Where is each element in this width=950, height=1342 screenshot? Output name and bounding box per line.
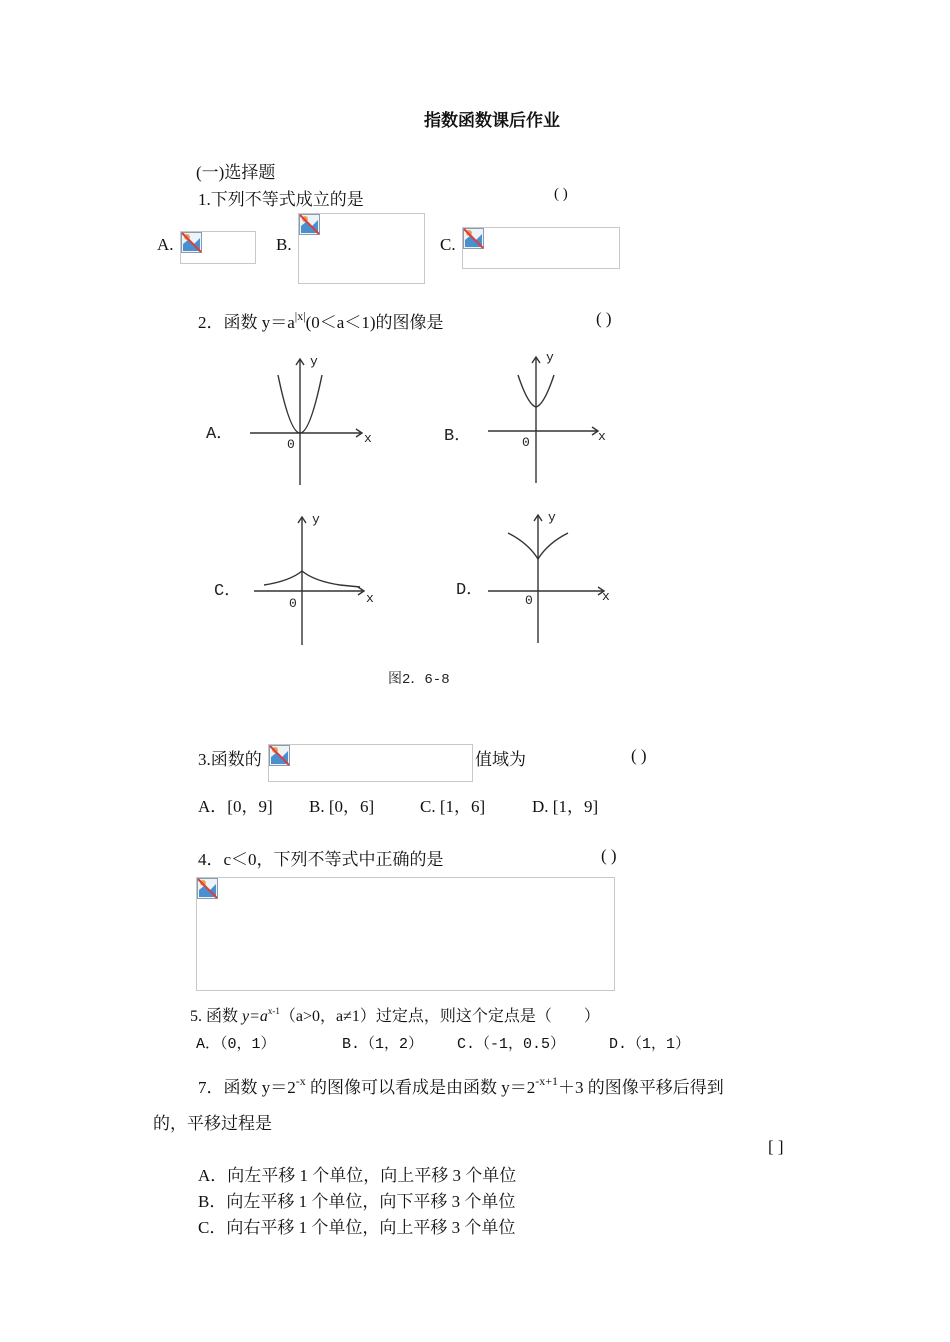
q7-exponent-2: -x+1	[535, 1074, 559, 1088]
graph-b-label: B．	[444, 427, 472, 446]
q5-option-d: D.（1，1）	[609, 1036, 691, 1053]
graph-c-x-label: x	[366, 591, 374, 606]
graph-d-x-label: x	[602, 589, 610, 604]
q3-option-b: B. [0，6]	[309, 797, 375, 816]
graph-b-x-label: x	[598, 429, 606, 444]
q1-stem: 1.下列不等式成立的是	[198, 190, 364, 209]
q3-stem-prefix: 3.函数的	[198, 750, 262, 769]
q3-option-a: A．[0，9]	[198, 797, 273, 816]
q7-option-c: C．向右平移 1 个单位，向上平移 3 个单位	[198, 1218, 516, 1237]
q5-option-b: B.（1，2）	[342, 1036, 424, 1053]
q7-stem-part2: 的图像可以看成是由函数 y＝2	[310, 1078, 536, 1097]
q2-answer-bracket: ( )	[596, 309, 612, 328]
q2-stem	[198, 308, 443, 333]
q1-option-c-label: C.	[440, 235, 456, 254]
broken-image-icon	[181, 232, 205, 256]
broken-image-icon	[269, 745, 293, 769]
q7-stem-line2: 的，平移过程是	[153, 1114, 272, 1133]
graph-a-y-label: y	[310, 354, 318, 369]
q5-option-a: A．（0，1）	[196, 1036, 276, 1053]
graph-b-origin: 0	[522, 435, 530, 450]
q1-option-a-image	[180, 231, 256, 264]
page-title: 指数函数课后作业	[424, 111, 560, 130]
graph-a-label: A．	[206, 425, 234, 444]
graph-d-y-label: y	[548, 510, 556, 525]
q3-answer-bracket: ( )	[631, 746, 647, 765]
q5-function: y=a	[242, 1008, 268, 1025]
q5-option-c: C.（-1，0.5）	[457, 1036, 566, 1053]
q4-options-image	[196, 877, 615, 991]
graph-a-x-label: x	[364, 431, 372, 446]
q2-stem-prefix: 2．函数 y＝a	[198, 313, 295, 332]
q3-stem-suffix: 值域为	[475, 750, 526, 769]
q7-exponent-1: -x	[295, 1074, 306, 1088]
q5-function-exponent: x-1	[267, 1006, 280, 1016]
q7-stem-part3: ＋3 的图像平移后得到	[558, 1078, 724, 1097]
graph-d-label: D．	[456, 581, 484, 600]
graph-c-y-label: y	[312, 512, 320, 527]
q7-answer-bracket: [ ]	[768, 1137, 784, 1156]
q3-function-image	[268, 744, 473, 782]
q1-option-b-label: B.	[276, 235, 292, 254]
section-heading: (一)选择题	[196, 163, 276, 182]
q1-option-b-image	[298, 213, 425, 284]
q7-option-b: B．向左平移 1 个单位，向下平移 3 个单位	[198, 1192, 516, 1211]
q5-stem	[190, 1003, 600, 1026]
graph-c-origin: 0	[289, 596, 297, 611]
q7-stem	[198, 1073, 724, 1098]
graph-c-label: C．	[214, 582, 242, 601]
q4-answer-bracket: ( )	[601, 846, 617, 865]
graph-d	[488, 515, 604, 643]
q2-stem-suffix: (0＜a＜1)的图像是	[305, 313, 444, 332]
graph-a	[250, 359, 362, 485]
q4-stem: 4．c＜0，下列不等式中正确的是	[198, 850, 444, 869]
broken-image-icon	[197, 878, 221, 902]
q1-option-a-label: A.	[157, 235, 174, 254]
q7-stem-part1: 7．函数 y＝2	[198, 1078, 296, 1097]
q7-option-a: A．向左平移 1 个单位，向上平移 3 个单位	[198, 1166, 517, 1185]
q5-stem-prefix: 5. 函数	[190, 1008, 239, 1025]
q5-condition: （a>0，a≠1）过定点，则这个定点是（ ）	[279, 1008, 600, 1025]
broken-image-icon	[463, 228, 487, 252]
graph-a-origin: 0	[287, 437, 295, 452]
graph-d-origin: 0	[525, 593, 533, 608]
q1-answer-bracket: ( )	[554, 186, 568, 202]
q2-figure	[190, 345, 630, 695]
graph-b-y-label: y	[546, 350, 554, 365]
q3-option-d: D. [1，9]	[532, 797, 599, 816]
q2-stem-exponent: |x|	[294, 309, 306, 323]
q3-option-c: C. [1，6]	[420, 797, 486, 816]
graph-b	[488, 357, 598, 483]
broken-image-icon	[299, 214, 323, 238]
figure-caption: 图2．6-8	[388, 672, 450, 688]
graph-c	[254, 517, 364, 645]
q1-option-c-image	[462, 227, 620, 269]
